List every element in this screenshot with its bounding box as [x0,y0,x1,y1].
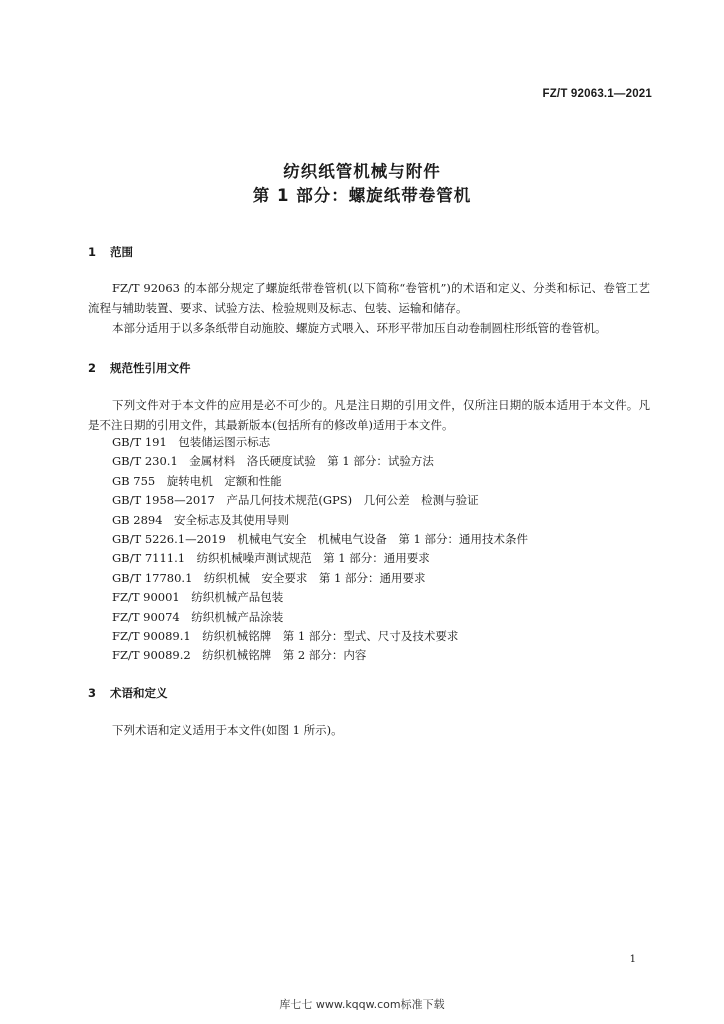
reference-list [112,433,528,666]
download-watermark: 库七七 www.kqqw.com标准下载 [279,998,445,1011]
reference-item: GB/T 7111.1 纺织机械噪声测试规范 第 1 部分：通用要求 [112,551,430,566]
scope-paragraph-2: 本部分适用于以多条纸带自动施胶、螺旋方式喂入、环形平带加压自动卷制圆柱形纸管的卷管机。 [112,321,607,335]
section-title: 术语和定义 [110,686,168,700]
document-title: 纺织纸管机械与附件 [283,162,441,181]
standard-code: FZ/T 92063.1—2021 [542,88,652,100]
reference-item: GB/T 230.1 金属材料 洛氏硬度试验 第 1 部分：试验方法 [112,454,434,469]
reference-item: FZ/T 90074 纺织机械产品涂装 [112,609,284,624]
reference-item: FZ/T 90089.1 纺织机械铭牌 第 1 部分：型式、尺寸及技术要求 [112,628,459,643]
references-intro-paragraph: 下列文件对于本文件的应用是必不可少的。凡是注日期的引用文件，仅所注日期的版本适用于本文件。凡是不注日期的引用文件，其最新版本(包括所有的修改单)适用于本文件。 [88,398,650,432]
page-number: 1 [629,954,636,965]
section-number: 1 [88,245,97,259]
document-subtitle: 第 1 部分：螺旋纸带卷管机 [252,186,472,205]
section-number: 3 [88,686,97,700]
reference-item: FZ/T 90089.2 纺织机械铭牌 第 2 部分：内容 [112,648,367,663]
reference-item: GB/T 5226.1—2019 机械电气安全 机械电气设备 第 1 部分：通用技术条件 [112,531,528,546]
reference-item: GB/T 191 包装储运图示标志 [112,435,271,449]
section-number: 2 [88,361,97,375]
reference-item: GB 755 旋转电机 定额和性能 [112,473,282,488]
scope-paragraph-1: FZ/T 92063 的本部分规定了螺旋纸带卷管机(以下简称“卷管机”)的术语和定义、分类和标记、卷管工艺流程与辅助装置、要求、试验方法、检验规则及标志、包装、运输和储存。 [88,281,650,315]
reference-item: GB/T 17780.1 纺织机械 安全要求 第 1 部分：通用要求 [112,570,426,585]
section-title: 范围 [110,245,134,259]
reference-item: GB 2894 安全标志及其使用导则 [112,512,290,527]
section-title: 规范性引用文件 [110,361,191,375]
section-heading-scope [88,244,133,260]
reference-item: FZ/T 90001 纺织机械产品包装 [112,590,284,605]
section-heading-normative-references [88,360,191,376]
section-heading-terms-definitions [88,685,168,701]
reference-item: GB/T 1958—2017 产品几何技术规范(GPS) 几何公差 检测与验证 [112,493,479,508]
terms-intro-paragraph: 下列术语和定义适用于本文件(如图 1 所示)。 [112,723,343,737]
